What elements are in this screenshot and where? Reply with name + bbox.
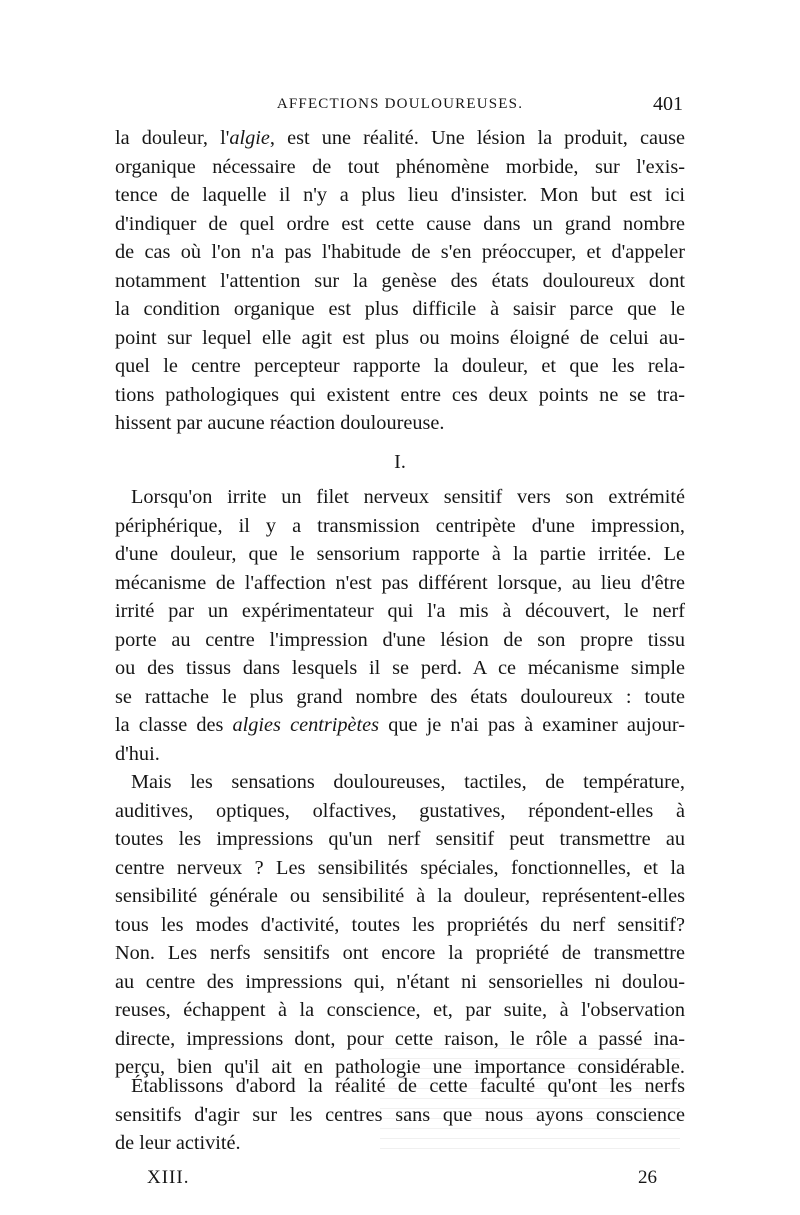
text-line: la condition organique est plus difficile à saisir parce que le xyxy=(115,298,685,320)
text-line: hissent par aucune réaction douloureuse. xyxy=(115,412,445,434)
text-line: reuses, échappent à la conscience, et, par suite, à l'observation xyxy=(115,999,685,1021)
text-line: point sur lequel elle agit est plus ou moins éloigné de celui au- xyxy=(115,326,685,349)
text-line: quel le centre percepteur rapporte la douleur, et que les rela- xyxy=(115,355,685,377)
text-line: perçu, bien qu'il ait en pathologie une importance considérable. xyxy=(115,1056,685,1078)
text-line: tous les modes d'activité, toutes les propriétés du nerf sensitif? xyxy=(115,913,685,936)
text-line: d'une douleur, que le sensorium rapporte à la partie irritée. Le xyxy=(115,543,685,565)
sheet-number: 26 xyxy=(638,1167,657,1188)
text-line: toutes les impressions qu'un nerf sensitif peut transmettre au xyxy=(115,828,685,850)
text-line: porte au centre l'impression d'une lésion de son propre tissu xyxy=(115,628,685,651)
text-line: organique nécessaire de tout phénomène morbide, sur l'exis- xyxy=(115,155,685,178)
text-line: directe, impressions dont, pour cette raison, le rôle a passé ina- xyxy=(115,1027,685,1050)
text-line: tence de laquelle il n'y a plus lieu d'insister. Mon but est ici xyxy=(115,184,685,206)
text-line: de cas où l'on n'a pas l'habitude de s'en préoccuper, et d'appeler xyxy=(115,241,685,263)
text-line: se rattache le plus grand nombre des états douloureux : toute xyxy=(115,685,685,708)
italic-term-algie: algie xyxy=(229,127,270,149)
text-line: d'hui. xyxy=(115,742,160,765)
text-line: de leur activité. xyxy=(115,1132,241,1154)
text-line: centre nerveux ? Les sensibilités spéciales, fonctionnelles, et la xyxy=(115,856,685,879)
text-line: la classe des algies centripètes que je n'ai pas à examiner aujour- xyxy=(115,714,685,736)
text-line: Établissons d'abord la réalité de cette faculté qu'ont les nerfs xyxy=(131,1075,685,1097)
text-line: au centre des impressions qui, n'étant ni sensorielles ni doulou- xyxy=(115,970,685,993)
section-heading: I. xyxy=(394,451,406,473)
text-line: Mais les sensations douloureuses, tactiles, de température, xyxy=(131,771,685,793)
text-line: périphérique, il y a transmission centripète d'une impression, xyxy=(115,514,685,537)
text-line: sensibilité générale ou sensibilité à la douleur, représentent-elles xyxy=(115,885,685,907)
paragraph-4 xyxy=(115,1072,685,1158)
running-head xyxy=(115,92,685,116)
paragraph-1 xyxy=(115,124,685,438)
text-line: Lorsqu'on irrite un filet nerveux sensitif vers son extrémité xyxy=(131,486,685,508)
text-line: mécanisme de l'affection n'est pas différent lorsque, au lieu d'être xyxy=(115,571,685,594)
paragraph-group-2-3 xyxy=(115,483,685,1082)
text-line: sensitifs d'agir sur les centres sans que nous ayons conscience xyxy=(115,1103,685,1126)
italic-term-algies-centripetes: algies centripètes xyxy=(232,714,380,736)
text-line: d'indiquer de quel ordre est cette cause dans un grand nombre xyxy=(115,212,685,235)
page-footer xyxy=(115,1166,685,1190)
text-line: tions pathologiques qui existent entre ces deux points ne se tra- xyxy=(115,383,685,406)
text-line: notamment l'attention sur la genèse des états douloureux dont xyxy=(115,269,685,292)
signature-mark: XIII. xyxy=(147,1167,190,1188)
text-line: auditives, optiques, olfactives, gustatives, répondent-elles à xyxy=(115,799,685,822)
text-line: la douleur, l'algie, est une réalité. Une lésion la produit, cause xyxy=(115,127,685,149)
text-line: ou des tissus dans lesquels il se perd. A ce mécanisme simple xyxy=(115,657,685,679)
text-line: Non. Les nerfs sensitifs ont encore la propriété de transmettre xyxy=(115,942,685,964)
text-line: irrité par un expérimentateur qui l'a mis à découvert, le nerf xyxy=(115,600,685,622)
running-title: AFFECTIONS DOULOUREUSES. xyxy=(276,96,524,112)
page-number: 401 xyxy=(653,93,683,115)
